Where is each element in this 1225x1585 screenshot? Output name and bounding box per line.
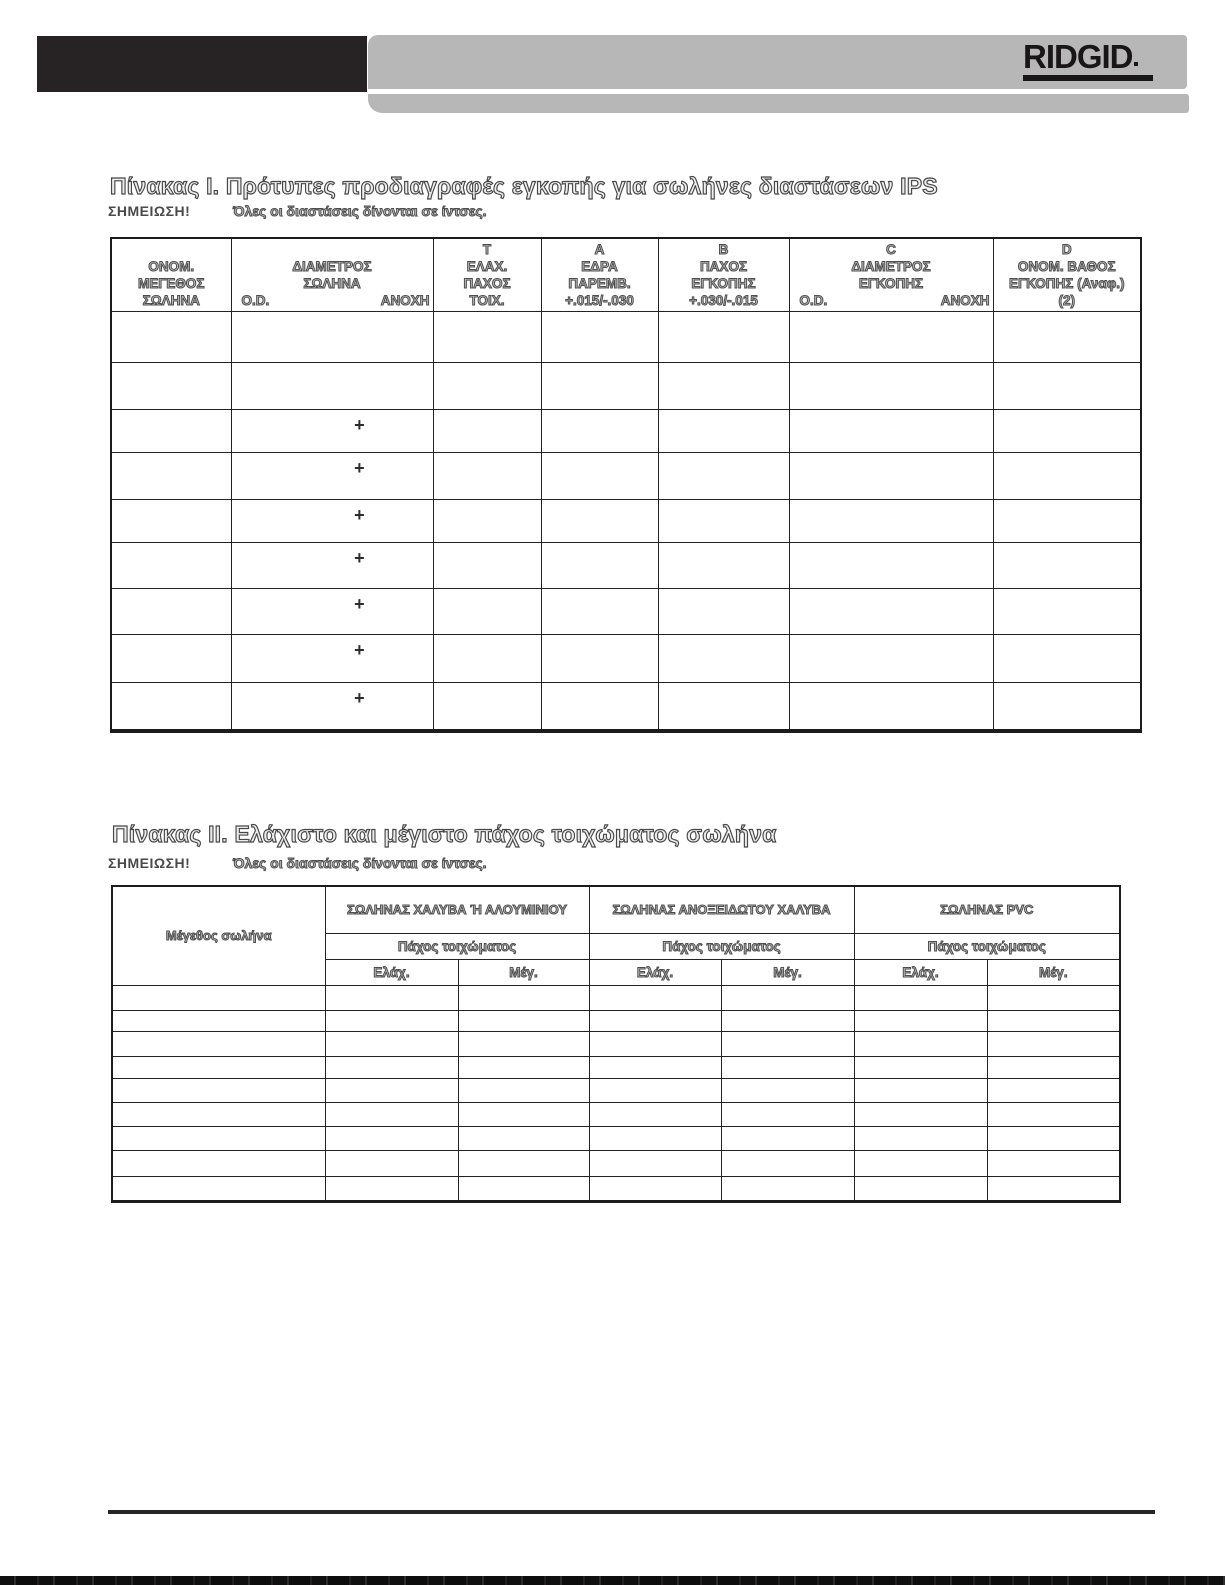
table-cell: [589, 1103, 721, 1127]
table-cell: [721, 1011, 854, 1032]
table-cell: [658, 588, 789, 634]
t2-max-label: Μέγ.: [721, 960, 854, 986]
table-cell: [458, 1079, 589, 1103]
header-line: ΠΑΡΕΜΒ.: [568, 276, 631, 291]
table-cell: [111, 542, 231, 588]
table-cell: [987, 1079, 1120, 1103]
table-cell: [987, 1151, 1120, 1177]
table-cell: [993, 634, 1141, 682]
table-cell: [433, 542, 541, 588]
table-row: [111, 499, 1141, 542]
table-cell: [112, 1032, 325, 1057]
table-cell: [993, 311, 1141, 362]
table-cell: [112, 1177, 325, 1202]
t2-group-stainless-steel: ΣΩΛΗΝΑΣ ΑΝΟΞΕΙΔΩΤΟΥ ΧΑΛΥΒΑ: [589, 886, 854, 934]
table2-title: Πίνακας II. Ελάχιστο και μέγιστο πάχος τοιχώματος σωλήνα: [112, 821, 777, 847]
table-cell: [541, 634, 658, 682]
table1-note-text: Όλες οι διαστάσεις δίνονται σε ίντσες.: [233, 203, 487, 219]
groove-spec-table: [110, 237, 1142, 733]
table-cell: [231, 362, 433, 409]
table1-header-row: [111, 238, 1141, 311]
header-gray-bar-bottom: [368, 94, 1189, 113]
table-cell: [231, 409, 433, 452]
header-line: ΟΝΟΜ. ΒΑΘΟΣ: [1017, 259, 1116, 274]
table-cell: [993, 362, 1141, 409]
header-line: (2): [1058, 293, 1075, 308]
table-cell: [721, 1177, 854, 1202]
table-cell: [789, 362, 993, 409]
table-cell: [789, 499, 993, 542]
table-cell: [658, 362, 789, 409]
t2-min-label: Ελάχ.: [854, 960, 987, 986]
table-cell: [112, 1103, 325, 1127]
plus-mark: +: [354, 457, 365, 478]
t2-wall-thickness-label: Πάχος τοιχώματος: [325, 934, 589, 960]
header-line: B: [718, 242, 729, 257]
table-cell: [458, 1177, 589, 1202]
ridgid-logo-underline: [1023, 75, 1153, 81]
table-row: [111, 634, 1141, 682]
table-cell: [993, 588, 1141, 634]
od-label: O.D.: [241, 292, 270, 308]
table-cell: [111, 311, 231, 362]
table-cell: [721, 1032, 854, 1057]
header-line: ΠΑΧΟΣ: [699, 259, 748, 274]
table-cell: [589, 1057, 721, 1079]
table-cell: [987, 1057, 1120, 1079]
table-cell: [112, 986, 325, 1011]
header-line: +.030/-.015: [689, 293, 758, 308]
header-line: ΕΓΚΟΠΗΣ (Αναφ.): [1008, 276, 1125, 291]
table-cell: [458, 1103, 589, 1127]
table-cell: [987, 1011, 1120, 1032]
table-cell: [721, 1151, 854, 1177]
table-cell: [854, 1177, 987, 1202]
t2-group-steel-aluminum: ΣΩΛΗΝΑΣ ΧΑΛΥΒΑ Ή ΑΛΟΥΜΙΝΙΟΥ: [325, 886, 589, 934]
header-line: ΕΔΡΑ: [581, 259, 618, 274]
table-cell: [433, 311, 541, 362]
table-cell: [987, 1127, 1120, 1151]
table-cell: [541, 362, 658, 409]
table-cell: [541, 409, 658, 452]
table-cell: [325, 1177, 458, 1202]
table-cell: [112, 1127, 325, 1151]
t2-max-label: Μέγ.: [987, 960, 1120, 986]
t1-col-groove-depth: [993, 238, 1141, 311]
table-cell: [658, 682, 789, 731]
table-cell: [721, 1127, 854, 1151]
table-cell: [541, 452, 658, 499]
table-cell: [854, 986, 987, 1011]
table-cell: [433, 362, 541, 409]
t1-col-pipe-diameter: [231, 238, 433, 311]
header-line: ΔΙΑΜΕΤΡΟΣ: [292, 258, 372, 274]
table-cell: [325, 1079, 458, 1103]
table-cell: [721, 1103, 854, 1127]
table-cell: [589, 1127, 721, 1151]
table-cell: [589, 1032, 721, 1057]
plus-mark: +: [354, 639, 365, 660]
table-row: [112, 1151, 1120, 1177]
t1-col-min-wall-thickness: [433, 238, 541, 311]
header-line: ΔΙΑΜΕΤΡΟΣ: [851, 259, 931, 274]
table-cell: [993, 542, 1141, 588]
table-cell: [541, 499, 658, 542]
table-cell: [789, 452, 993, 499]
table-cell: [993, 409, 1141, 452]
table-cell: [541, 542, 658, 588]
table-cell: [987, 986, 1120, 1011]
table-cell: [541, 588, 658, 634]
table-cell: [231, 682, 433, 731]
table-row: [112, 1103, 1120, 1127]
header-line: T: [482, 242, 492, 257]
plus-mark: +: [354, 504, 365, 525]
table-cell: [325, 1011, 458, 1032]
table-cell: [231, 452, 433, 499]
table-cell: [325, 1032, 458, 1057]
table-cell: [112, 1011, 325, 1032]
table-cell: [111, 634, 231, 682]
table-cell: [325, 1057, 458, 1079]
table-cell: [458, 986, 589, 1011]
header-line: ΕΛΑΧ.: [466, 259, 508, 274]
plus-mark: +: [354, 687, 365, 708]
table-cell: [854, 1079, 987, 1103]
table-row: [112, 1011, 1120, 1032]
header-line: A: [594, 242, 605, 257]
header-line: ΣΩΛΗΝΑ: [303, 275, 361, 291]
table-row: [111, 452, 1141, 499]
table-cell: [325, 986, 458, 1011]
tolerance-label: ΑΝΟΧΗ: [940, 293, 990, 308]
table-cell: [433, 409, 541, 452]
table-cell: [112, 1079, 325, 1103]
table-cell: [789, 409, 993, 452]
t1-col-nominal-pipe-size: [111, 238, 231, 311]
table-row: [111, 409, 1141, 452]
t2-min-label: Ελάχ.: [589, 960, 721, 986]
table-cell: [658, 311, 789, 362]
table-cell: [854, 1057, 987, 1079]
header-line: ΠΑΧΟΣ: [463, 276, 511, 291]
table-cell: [458, 1011, 589, 1032]
table-cell: [658, 499, 789, 542]
header-line: ΟΝΟΜ.: [148, 258, 195, 274]
table-row: [112, 1032, 1120, 1057]
table-cell: [325, 1127, 458, 1151]
table-cell: [987, 1103, 1120, 1127]
table-cell: [589, 1177, 721, 1202]
table-cell: [789, 634, 993, 682]
header-line: D: [1061, 242, 1072, 257]
table-cell: [112, 1151, 325, 1177]
table-row: [111, 311, 1141, 362]
table1-title: Πίνακας I. Πρότυπες προδιαγραφές εγκοπής για σωλήνες διαστάσεων IPS: [110, 173, 938, 199]
t2-min-label: Ελάχ.: [325, 960, 458, 986]
table-cell: [721, 986, 854, 1011]
table-cell: [111, 588, 231, 634]
t2-max-label: Μέγ.: [458, 960, 589, 986]
table-cell: [325, 1103, 458, 1127]
table1-note-label: ΣΗΜΕΙΩΣΗ!: [108, 203, 191, 219]
plus-mark: +: [354, 547, 365, 568]
table-cell: [658, 542, 789, 588]
table-cell: [987, 1177, 1120, 1202]
table-cell: [231, 542, 433, 588]
table-cell: [458, 1151, 589, 1177]
header-split-line: [790, 292, 993, 309]
table-cell: [589, 1151, 721, 1177]
table-cell: [854, 1127, 987, 1151]
table-cell: [111, 682, 231, 731]
header-split-line: [232, 292, 433, 309]
table-cell: [458, 1032, 589, 1057]
table-cell: [231, 634, 433, 682]
table-cell: [111, 499, 231, 542]
table-cell: [458, 1127, 589, 1151]
table-cell: [993, 452, 1141, 499]
table-row: [112, 1079, 1120, 1103]
wall-thickness-table: [111, 885, 1121, 1203]
plus-mark: +: [354, 414, 365, 435]
plus-mark: +: [354, 593, 365, 614]
header-line: C: [886, 242, 896, 257]
table-cell: [987, 1032, 1120, 1057]
page-edge-strip: [0, 1576, 1225, 1585]
table-row: [111, 682, 1141, 731]
table-cell: [231, 499, 433, 542]
table-cell: [589, 1079, 721, 1103]
table-cell: [854, 1151, 987, 1177]
tolerance-label: ΑΝΟΧΗ: [380, 292, 430, 308]
header-gray-bar-top: [368, 35, 1187, 89]
table-row: [112, 1127, 1120, 1151]
table-cell: [658, 452, 789, 499]
ridgid-logo-text: RIDGID: [1023, 38, 1133, 75]
header-line: ΕΓΚΟΠΗΣ: [691, 276, 756, 291]
header-line: +.015/-.030: [565, 293, 634, 308]
table-row: [111, 542, 1141, 588]
table-cell: [541, 311, 658, 362]
table-row: [111, 588, 1141, 634]
table-cell: [789, 311, 993, 362]
header-line: ΤΟΙΧ.: [469, 293, 505, 308]
t1-col-groove-diameter: [789, 238, 993, 311]
table-cell: [111, 409, 231, 452]
table-cell: [789, 682, 993, 731]
table-cell: [112, 1057, 325, 1079]
table-row: [112, 986, 1120, 1011]
table-cell: [789, 542, 993, 588]
t2-col-pipe-size: Μέγεθος σωλήνα: [112, 886, 325, 986]
t2-wall-thickness-label: Πάχος τοιχώματος: [589, 934, 854, 960]
t1-col-gasket-seat: [541, 238, 658, 311]
table-cell: [231, 588, 433, 634]
table-cell: [433, 588, 541, 634]
table-row: [111, 362, 1141, 409]
table-cell: [433, 634, 541, 682]
table-cell: [433, 452, 541, 499]
table-cell: [111, 452, 231, 499]
table-cell: [589, 986, 721, 1011]
table-cell: [458, 1057, 589, 1079]
table-cell: [433, 682, 541, 731]
table-cell: [433, 499, 541, 542]
t1-col-groove-width: [658, 238, 789, 311]
table-cell: [325, 1151, 458, 1177]
table-cell: [854, 1011, 987, 1032]
header-black-box: [37, 36, 367, 92]
table-cell: [658, 409, 789, 452]
ridgid-logo: [1023, 40, 1155, 81]
table-cell: [789, 588, 993, 634]
table-cell: [854, 1103, 987, 1127]
table-cell: [721, 1079, 854, 1103]
registered-mark-dot: [1134, 62, 1138, 66]
table-row: [112, 1177, 1120, 1202]
table2-note-label: ΣΗΜΕΙΩΣΗ!: [108, 855, 191, 871]
table-cell: [854, 1032, 987, 1057]
table-cell: [541, 682, 658, 731]
table-cell: [993, 682, 1141, 731]
t2-wall-thickness-label: Πάχος τοιχώματος: [854, 934, 1120, 960]
table2-note-text: Όλες οι διαστάσεις δίνονται σε ίντσες.: [233, 855, 487, 871]
table2-group-header-row: [112, 886, 1120, 934]
header-line: ΕΓΚΟΠΗΣ: [858, 276, 924, 291]
od-label: O.D.: [799, 293, 828, 308]
table-cell: [231, 311, 433, 362]
table-cell: [111, 362, 231, 409]
t2-group-pvc: ΣΩΛΗΝΑΣ PVC: [854, 886, 1120, 934]
table-cell: [658, 634, 789, 682]
table-cell: [589, 1011, 721, 1032]
footer-rule: [108, 1510, 1155, 1514]
table-row: [112, 1057, 1120, 1079]
table-cell: [993, 499, 1141, 542]
table-cell: [721, 1057, 854, 1079]
header-line: ΣΩΛΗΝΑ: [142, 292, 200, 308]
header-line: ΜΕΓΕΘΟΣ: [138, 275, 205, 291]
